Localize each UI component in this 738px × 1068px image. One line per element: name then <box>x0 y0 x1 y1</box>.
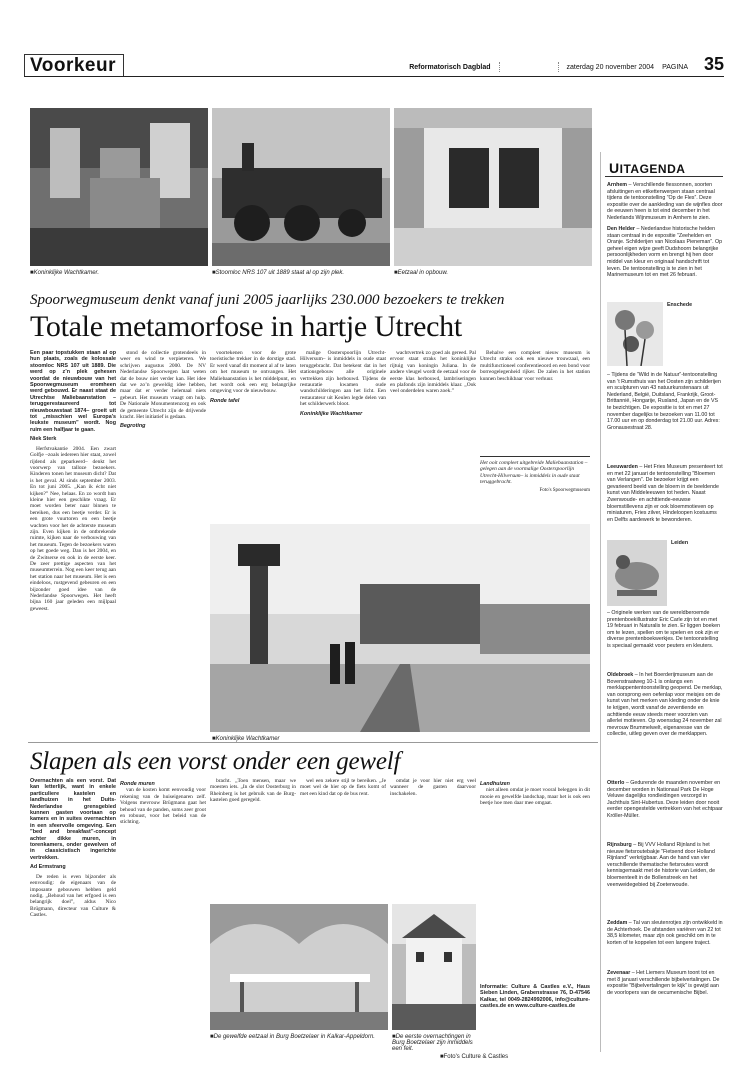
photo-steam-loco-image <box>212 108 390 266</box>
header-meta <box>409 62 688 72</box>
agenda-place: Oldebroek <box>607 672 634 678</box>
article1-col3-text: voortekenen voor de grote toeristische trekker in de dorstige stad. Er werd vanaf dit moment al af te laten om het museum te ontvangen. Het Maliebaanstation is het middelpunt, en het wordt ook een erg belangrijke omgeving voor de nieuwbouw. <box>210 350 296 395</box>
article2-info-text: Informatie: Culture & Castles e.V., Haus Sieben Linden, Grabenstrasse 76, D-47546 Kalkar, tel 0049-2824992006, info@culture-castles.de en www.culture-castles.de <box>480 984 590 1010</box>
article1-col1-text: Herfstvakantie 2004. Een zwart Golfje –zoals iedereen hier staat, zowel rijdend als geparkeerd– denkt het voorwerp van talloze bezoekers. Kinderen tonen het museum dicht? Dat is het geval. Al sinds september 2003. En tot juni 2005. „Kan ik écht niet kijken?” Nee, helaas. En zo wordt hun kleine hier een geschikte vraag. Er moet worden beter naar binnen te bereiken, dus een beetje verder. Er is een grote vuurtoren en een beetje wachten voor het de achterste museum zijn. Even kijken in de ontbrekende ruimte, kijken naar de verbouwing van het museum. Tegen de bezoekers waren op het goede weg. Dan is het 2004, en de Zwitserse en ook in de eerste keer. De zeer prettige aspecten van het museumterrein. Nog een keer terug aan het station naar het museum. Het is een eindeloos, rustgevend gebeuren en een bijzonder goed idee van de Nederlandse Spoorwegen. Het heeft bijna 160 jaar geleden een mijlpaal geweest. <box>30 445 116 612</box>
article2-col2 <box>120 778 206 1058</box>
agenda-item-2-place-box <box>667 302 721 309</box>
agenda-place: Den Helder <box>607 226 635 232</box>
agenda-text: – Gedurende de maanden november en december worden in Nationaal Park De Hoge Veluwe dagelijks rondleidingen verzorgd in Jachthuis Sint-Hubertus. Deze leiden door nooit eerder opengestelde vertrekken van het echtpaar Kröller-Müller. <box>607 780 723 819</box>
agenda-text: – Het Fries Museum presenteert tot en met 22 januari de tentoonstelling ”Bloemen van Verlangen”. De bezoeker krijgt een gevarieerd beeld van de bloem in de beeldende kunst van Middeleeuwen tot heden. Naast Zwenwoude- en achttiende-eeuwse bloemstillevens zijn er ook bloemmotieven op miniaturen, Fries zilver, Hindeloopen kostuums en Delfts aardewerk te bewonderen. <box>607 464 723 523</box>
article1-col3 <box>210 350 296 520</box>
photo-vaulted-hall <box>210 904 388 1030</box>
article2-col1 <box>30 778 116 1058</box>
article1-col1 <box>30 350 116 730</box>
agenda-place: Leeuwarden <box>607 464 638 470</box>
agenda-place: Otterlo <box>607 780 625 786</box>
agenda-text: – Bij VVV Holland Rijnland is het nieuwe fietsroutebakje ”Fietsend door Holland Rijnland” verkrijgbaar. Aan de hand van vier verschillende thematische fietsroutes wordt kennisgemaakt met de historie van Leiden, de bloementeelt in de Bollenstreek en het veenweidegebied bij Zoeterwoude. <box>607 842 716 888</box>
photo-castle <box>392 904 476 1030</box>
flowers-image-art <box>607 302 663 366</box>
photo-dining-hall-image <box>394 108 592 266</box>
agenda-item-7 <box>607 842 723 888</box>
flowers-image <box>607 302 663 366</box>
agenda-place: Zevenaar <box>607 970 631 976</box>
caption-bottom-2: ■ De eerste overnachtingen in Burg Boetzelaer zijn inmiddels een feit. <box>392 1034 478 1052</box>
sidebar-title-initial: U <box>609 160 620 176</box>
agenda-text: – Originele werken van de wereldberoemde prentenboekillustrator Eric Carle zijn tot en met 19 februari in Naturalis te zien. Er liggen boeken om te lezen, spellen om te spelen en ook zijn er diverse prentenboekwerkjes. De tentoonstelling is speciaal gemaakt voor peuters en kleuters. <box>607 610 721 649</box>
article2-byline: Ad Ermstrang <box>30 864 66 871</box>
illustration-image <box>607 540 667 606</box>
agenda-item-3 <box>607 464 723 523</box>
photo-castle-image <box>392 904 476 1030</box>
article1-credit: Foto's Spoorwegmuseum <box>539 487 590 493</box>
article1-kicker: Spoorwegmuseum denkt vanaf juni 2005 jaarlijks 230.000 bezoekers te trekken <box>30 292 505 308</box>
article2-headline: Slapen als een vorst onder een gewelf <box>30 748 401 775</box>
article1-col5 <box>390 350 476 500</box>
sidebar-rule <box>605 176 723 177</box>
agenda-text: – Het Liemers Museum toont tot en met 8 januari verschillende bijbelvertalingen. De expositie ”Bijbelvertalingen te kijk” is gewijd aan de voorlopers van de oecumenische Bijbel. <box>607 970 720 996</box>
article1-col3-subhead: Ronde tafel <box>210 397 240 404</box>
agenda-item-5 <box>607 672 723 738</box>
sidebar-title-rest: ITAGENDA <box>619 162 686 176</box>
photo-dining-hall <box>394 108 592 266</box>
article2-col6-subhead: Landhuizen <box>480 781 510 787</box>
page-number: 35 <box>703 54 724 74</box>
photo-station-exterior-image <box>210 524 590 732</box>
agenda-item-2 <box>607 372 723 431</box>
issue-date: zaterdag 20 november 2004 <box>566 63 655 71</box>
article2-info <box>480 984 590 1056</box>
agenda-text: – In het Boerderijmuseum aan de Bovenstraatweg 10-1 is onlangs een merklappententoonstelling geopend. De merklap, van oorsprong een oefenlap voor meisjes om de kunst van het merken van kleding onder de knie te krijgen, wordt vanaf de zeventiende en achttiende eeuw steeds meer voorzien van allerlei motieven. Op woensdag 24 november zal mevrouw Brummelwelt, eigenaresse van de collectie, uitleg geven over de merklappen. <box>607 672 723 738</box>
paper-name: Reformatorisch Dagblad <box>409 63 491 71</box>
article2-rule <box>28 742 598 743</box>
photo-station-exterior <box>210 524 590 732</box>
agenda-item-0 <box>607 182 723 222</box>
agenda-item-4 <box>607 610 723 650</box>
article1-lead: Een paar topstukken staan al op hun plaats, zoals de kolossale stoomloc NRS 107 uit 1889. Die werd op z’n plek gehesen voordat de nieuwbouw van het Spoorwegmuseum eromheen werd gebouwd. Er naast staat de Utrechtse Maliebaanstation –teruggerestaureerd tot nieuwbouwstaat 1874– groeit uit tot „misschien wel Europa’s leukste museum” wordt. Nog ruim een halfjaar te gaan. <box>30 350 116 433</box>
header-separator <box>499 62 559 72</box>
article1-col2-subhead: Begroting <box>120 423 146 430</box>
agenda-item-4-place-box <box>671 540 721 547</box>
illustration-image-art <box>607 540 667 606</box>
page-label: PAGINA <box>662 63 688 71</box>
article2-col4 <box>300 778 386 898</box>
photo-credit-bottom: ■ Foto's Culture & Castles <box>440 1054 508 1060</box>
article2-col2-text: van de kosten komt eenvoudig voor rekening van de huiseigenaren zelf. Volgens mevrouw Brügmann gaat het behoud van de panden, soms zeer groot en robuust, voor het beleid van de stichting. <box>120 787 206 826</box>
photo-steam-loco <box>212 108 390 266</box>
agenda-text: – Tijdens de ”Wild in de Natuur”-tentoonstelling van ’t Rumsthuis van het Oosten zijn schilderijen en sculpturen van 43 natuurkunstenaars uit Nederland, België, Duitsland, Frankrijk, Groot-Brittannië, Hongarije, Rusland, Japan en de VS te bezichtigen. De expositie is tot en met 27 november dagelijks te bezoeken van 11.00 tot 17.00 uur en op donderdag tot 21.00 uur. Adres: Gronausestraat 28. <box>607 372 721 431</box>
agenda-text: – Nederlandse historische helden staan centraal in de expositie ”Zeehelden en Oranje. Schilderijen van Nicolaas Pieneman”. Op geheel eigen wijze geeft Dudshoorn belangrijke persoonlijkheden vorm en brengt hij hen door middel van kleur en originaal handschrift tot leven. De tentoonstelling is te zien in het Marinemuseum tot en met 26 februari. <box>607 226 723 279</box>
article2-col3-text: bracht. „Toen mensen, maar we moesten iets. „In de slot Oosterburg in Rheinberg is het gebruik van de Burg-kastelen goed geregeld. <box>210 778 296 804</box>
article1-col2-text: stond de collectie grotendeels in weer en wind te verpieteren. We schrijven augustus 2000. De NV Nederlandse Spoorwegen laat weten dat de bouw niet verder kan. Het idee dat we zo’n geweldig idee hebben, maar dat er verder helemaal niets gebeurt. Het museum vraagt om hulp. De Nationale Monumentenzorg en ook de gemeente Utrecht zijn de drijvende kracht. Het initiatief is gedaan. <box>120 350 206 421</box>
article2-col6 <box>480 778 590 978</box>
sidebar-uitagenda <box>600 152 724 1052</box>
sidebar-title <box>609 160 685 176</box>
agenda-place: Leiden <box>671 540 689 546</box>
section-title: Voorkeur <box>30 55 117 76</box>
agenda-place: Zeddam <box>607 920 628 926</box>
photo-waiting-room <box>30 108 208 266</box>
caption-2: ■ Stoomloc NRS 107 uit 1889 staat al op zijn plek. <box>212 270 344 276</box>
caption-bottom-1: ■ De gewelfde eetzaal in Burg Boetzelaer in Kalkar-Appeldorn. <box>210 1034 388 1040</box>
article1-headline: Totale metamorfose in hartje Utrecht <box>30 310 462 343</box>
article1-byline: Niek Sterk <box>30 436 57 443</box>
article1-col2 <box>120 350 206 730</box>
article1-col6-text: Behalve een compleet nieuw museum is Utrecht straks ook een nieuwe trouwzaal, een multifunctioneel conferentieoord en een bond voor borreogelegenheid rijker. De zalen in het station kunnen beschikbaar voor verhuur. <box>480 350 590 382</box>
agenda-place: Enschede <box>667 302 693 308</box>
agenda-item-8 <box>607 920 723 946</box>
caption-mid: ■ Koninklijke Wachtkamer <box>212 736 280 742</box>
agenda-place: Arnhem <box>607 182 628 188</box>
agenda-item-9 <box>607 970 723 996</box>
article1-col4-subhead: Koninklijke Wachtkamer <box>300 410 363 417</box>
article2-col3 <box>210 778 296 898</box>
article2-col5-text: omdat je voor hier niet erg veel wanneer de gasten daarvoor inschakelen. <box>390 778 476 797</box>
article1-col6 <box>480 350 590 450</box>
article2-col5 <box>390 778 476 898</box>
caption-3: ■ Eetzaal in opbouw. <box>394 270 448 276</box>
agenda-item-1 <box>607 226 723 279</box>
article2-col1-text: De reden is even bijzonder als eenvoudig: de eigenaars van de imposante gebouwen hebben geld nodig. „Behoud van het erfgoed is een belangrijk doel”, aldus Nico Brügmann, directeur van Culture & Castles. <box>30 873 116 919</box>
agenda-item-6 <box>607 780 723 820</box>
caption-1: ■ Koninklijke Wachtkamer. <box>30 270 99 276</box>
article1-col4-text: malige Oosterspoorlijn Utrecht-Hilversum– is inmiddels in oude staat teruggebracht. Dat betekent dat in het stationsgebouw alle originele vertrekken zijn herbouwd. Tijdens de restauratie kwamen oude wandschilderingen aan het licht. Een restaurateur uit Keulen legde delen van het schilderwerk bloot. <box>300 350 386 408</box>
article2-lead: Overnachten als een vorst. Dat kan letterlijk, want in enkele particuliere kastelen en landhuizen in het Duits-Nederlandse grensgebied kunnen gasten voortaan op kamers en in suites overnachten in een sfeervolle omgeving. Een ”bed and breakfast”-concept achter dikke muren, in torenkamers, onder gewelven of in classicistisch ingerichte vertrekken. <box>30 778 116 861</box>
article2-col6-text: niet alleen omdat je moet vooral beleggen in dit mooie en gewelfde landschap, maar het is ook een beetje hoe men daar mee omgaat. <box>480 787 590 807</box>
agenda-place: Rijnsburg <box>607 842 632 848</box>
article1-box-note-text: Het ooit compleet uitgebreide Maliebaanstation –gelegen aan de voormalige Oosterspoorlijn Utrecht-Hilversum– is inmiddels in oude staat teruggebracht. <box>480 460 588 486</box>
photo-waiting-room-image <box>30 108 208 266</box>
article1-col4 <box>300 350 386 520</box>
header-rule <box>24 76 724 77</box>
article2-col2-subhead: Ronde muren <box>120 781 155 787</box>
agenda-text: – Tal van sleutenrotjes zijn ontwikkeld in de Achterhoek. De afstanden variëren van 22 tot 38,5 kilometer, maar zijn ook geschikt om in te korten of te koppelen tot een langere traject. <box>607 920 723 946</box>
page-header <box>24 54 724 78</box>
photo-vaulted-hall-image <box>210 904 388 1030</box>
agenda-text: – Verschillende fiessonnen, soorten afsluitingen en etikettenwerpen staan centraal tijdens de tentoonstelling ”Op de Fles”. Deze expositie over de aankleding van de wijnfles door de eeuwen heen is tot eind december in het Nederlands Wijnmuseum in Arnhem te zien. <box>607 182 723 221</box>
article1-box-note <box>480 456 590 516</box>
article1-col5-text: wachtvertrek zo goed als gereed. Pal ervoor staat straks het koninklijke rijtuig van koningin Juliana. In de andere vleugel wordt de eetzaal voor de eerste klas herbouwd, lambriseringen en plafonds zijn inmiddels klaar. „Ook veel onderdelen waren zoek.” <box>390 350 476 395</box>
article2-col4-text: wel een zekere stijl te bereiken. „Je moet wel de hier op de fiets komt of met een kind dat op de bus rent. <box>300 778 386 797</box>
